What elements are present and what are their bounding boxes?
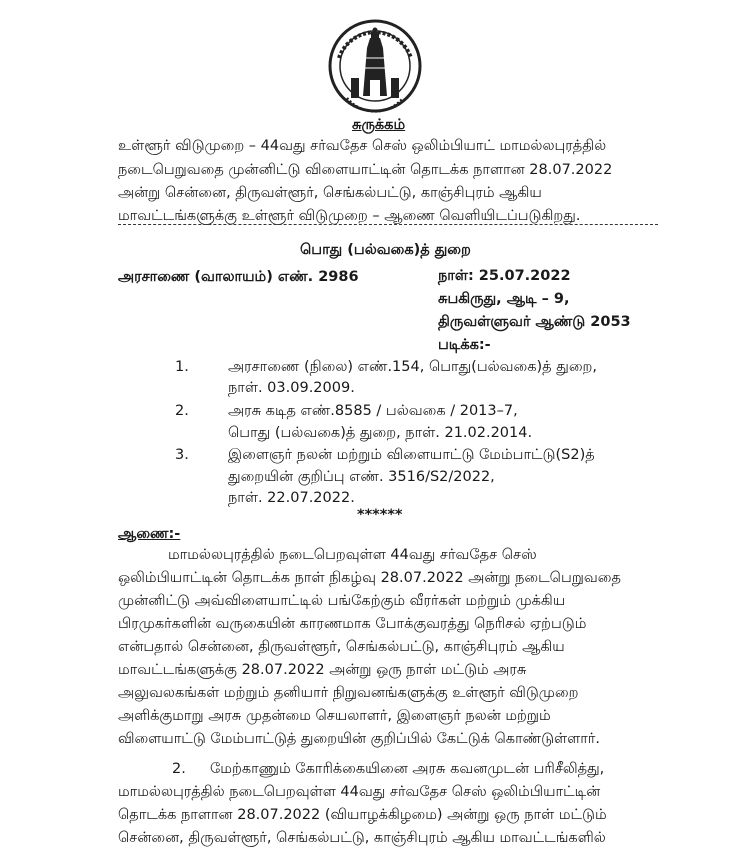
reference-line: நாள். 22.07.2022. [228, 490, 355, 506]
reference-number: 3. [175, 447, 189, 463]
department-name: பொது (பல்வகை)த் துறை [300, 242, 471, 258]
summary-title: சுருக்கம் [352, 117, 406, 133]
reference-line: நாள். 03.09.2009. [228, 380, 355, 396]
reference-line: பொது (பல்வகை)த் துறை, நாள். 21.02.2014. [228, 425, 533, 441]
reference-line: அரசாணை (நிலை) எண்.154, பொது(பல்வகை)த் துறை, [228, 359, 598, 375]
summary-line: நடைபெறுவதை முன்னிட்டு விளையாட்டின் தொடக்க நாளான 28.07.2022 [118, 162, 613, 178]
order-number: அரசாணை (வாலாயம்) எண். 2986 [118, 269, 359, 285]
order-paragraph-line: தொடக்க நாளான 28.07.2022 (வியாழக்கிழமை) அன்று ஒரு நாள் மட்டும் [118, 807, 607, 823]
tamil-nadu-emblem-icon [325, 18, 425, 114]
order-date: நாள்: 25.07.2022 [438, 268, 571, 284]
order-paragraph-line: பிரமுகர்களின் வருகையின் காரணமாக போக்குவரத்து நெரிசல் ஏற்படும் [118, 616, 587, 632]
order-paragraph-line: அலுவலகங்கள் மற்றும் தனியார் நிறுவனங்களுக்கு உள்ளூர் விடுமுறை [118, 685, 579, 701]
order-paragraph-line: மேற்காணும் கோரிக்கையினை அரசு கவனமுடன் பரிசீலித்து, [210, 761, 605, 777]
thiruvalluvar-year: திருவள்ளுவர் ஆண்டு 2053 [438, 314, 631, 330]
separator-stars: ****** [357, 507, 403, 523]
reference-line: துறையின் குறிப்பு எண். 3516/S2/2022, [228, 469, 495, 485]
read-heading: படிக்க:- [438, 337, 491, 353]
reference-line: இளைஞர் நலன் மற்றும் விளையாட்டு மேம்பாட்டு(S2)த் [228, 447, 595, 463]
order-heading: ஆணை:- [118, 526, 181, 542]
order-paragraph-line: ஒலிம்பியாட்டின் தொடக்க நாள் நிகழ்வு 28.07.2022 அன்று நடைபெறுவதை [118, 570, 621, 586]
order-paragraph-line: மாவட்டங்களுக்கு 28.07.2022 அன்று ஒரு நாள் மட்டும் அரசு [118, 662, 527, 678]
order-paragraph-line: மாமல்லபுரத்தில் நடைபெறவுள்ள 44வது சர்வதேச செஸ் [168, 547, 537, 563]
summary-line: மாவட்டங்களுக்கு உள்ளூர் விடுமுறை – ஆணை வெளியிடப்படுகிறது. [118, 208, 581, 224]
order-paragraph-line: என்பதால் சென்னை, திருவள்ளூர், செங்கல்பட்டு, காஞ்சிபுரம் ஆகிய [118, 639, 565, 655]
paragraph-number: 2. [172, 761, 186, 777]
order-paragraph-line: சென்னை, திருவள்ளூர், செங்கல்பட்டு, காஞ்சிபுரம் ஆகிய மாவட்டங்களில் [118, 830, 606, 846]
order-paragraph-line: முன்னிட்டு அவ்விளையாட்டில் பங்கேற்கும் வீரர்கள் மற்றும் முக்கிய [118, 593, 566, 609]
summary-line: அன்று சென்னை, திருவள்ளூர், செங்கல்பட்டு, காஞ்சிபுரம் ஆகிய [118, 185, 542, 201]
dashed-divider [118, 224, 658, 225]
reference-number: 2. [175, 403, 189, 419]
order-paragraph-line: அளிக்குமாறு அரசு முதன்மை செயலாளர், இளைஞர் நலன் மற்றும் [118, 708, 551, 724]
reference-line: அரசு கடித எண்.8585 / பல்வகை / 2013–7, [228, 403, 518, 419]
order-paragraph-line: மாமல்லபுரத்தில் நடைபெறவுள்ள 44வது சர்வதேச செஸ் ஒலிம்பியாட்டின் [118, 784, 601, 800]
reference-number: 1. [175, 359, 189, 375]
tamil-date: சுபகிருது, ஆடி – 9, [438, 291, 570, 307]
order-paragraph-line: விளையாட்டு மேம்பாட்டுத் துறையின் குறிப்பில் கேட்டுக் கொண்டுள்ளார். [118, 731, 600, 747]
summary-line: உள்ளூர் விடுமுறை – 44வது சர்வதேச செஸ் ஒலிம்பியாட் மாமல்லபுரத்தில் [118, 138, 607, 154]
